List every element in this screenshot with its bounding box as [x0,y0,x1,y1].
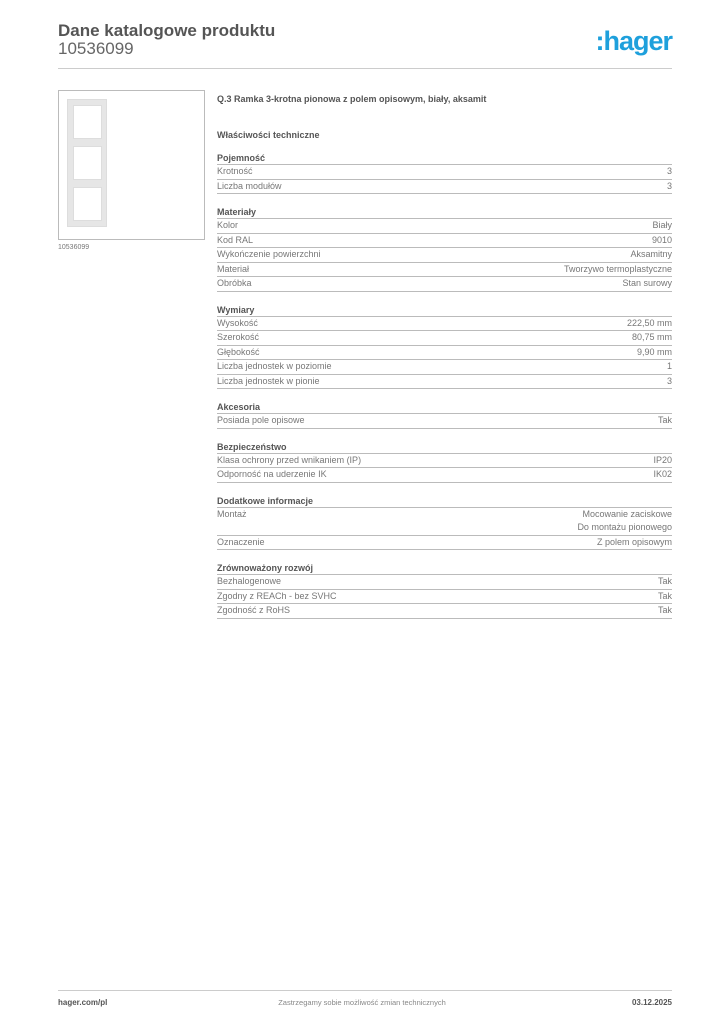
property-label: Wykończenie powierzchni [217,249,321,259]
property-label: Kod RAL [217,234,254,245]
property-row [217,575,672,590]
property-value: Tak [657,415,672,425]
property-label: Odporność na uderzenie IK [217,469,327,479]
property-value: 80,75 mm [631,332,672,342]
section-heading: Dodatkowe informacje [217,495,672,508]
header-divider [58,68,672,69]
property-label: Posiada pole opisowe [217,415,305,425]
section-0 [217,152,672,194]
image-caption: 10536099 [58,244,90,251]
property-value: Tak [657,605,672,615]
property-label: Głębokość [217,346,260,357]
property-row [217,263,672,278]
property-value: Z polem opisowym [596,536,672,547]
property-value: 9010 [651,234,672,245]
section-5 [217,495,672,551]
section-1 [217,206,672,292]
property-row [217,604,672,619]
property-label: Liczba jednostek w pionie [217,375,320,386]
property-value: 3 [666,375,672,386]
property-value: Stan surowy [622,278,672,288]
properties-heading: Właściwości techniczne [217,130,320,140]
property-row [217,360,672,375]
product-code: 10536099 [58,39,134,58]
property-row [217,277,672,292]
section-4 [217,441,672,483]
property-row [217,508,672,536]
property-value: IP20 [653,454,672,465]
product-image [58,90,205,240]
property-label: Wysokość [217,317,258,328]
property-row [217,590,672,605]
property-row [217,317,672,332]
property-row [217,219,672,234]
property-label: Zgodny z REACh - bez SVHC [217,590,337,601]
property-label: Montaż [217,508,247,519]
property-row [217,248,672,263]
property-label: Kolor [217,220,239,230]
property-label: Bezhalogenowe [217,576,282,586]
frame-slot [73,105,102,139]
property-row [217,468,672,483]
property-value: IK02 [653,469,672,479]
section-heading: Pojemność [217,152,672,165]
footer-divider [58,990,672,991]
product-details [217,94,672,619]
footer-website[interactable]: hager.com/pl [58,998,108,1007]
property-row [217,165,672,180]
property-row [217,536,672,551]
frame-slot [73,146,102,180]
property-row [217,180,672,195]
property-value: Aksamitny [630,249,672,259]
frame-slot [73,187,102,221]
product-title: Q.3 Ramka 3-krotna pionowa z polem opisowym, biały, aksamit [217,94,487,104]
section-3 [217,401,672,429]
property-label: Klasa ochrony przed wnikaniem (IP) [217,454,362,465]
property-label: Liczba modułów [217,180,282,191]
property-row [217,346,672,361]
property-row [217,375,672,390]
property-label: Szerokość [217,332,260,342]
property-row [217,454,672,469]
section-heading: Materiały [217,206,672,219]
property-value: Tak [657,590,672,601]
hager-logo: :hager [595,26,672,56]
property-value: Tak [657,576,672,586]
property-value: 3 [666,180,672,191]
property-label: Liczba jednostek w poziomie [217,361,332,371]
property-value: 1 [666,361,672,371]
property-row [217,331,672,346]
property-row [217,234,672,249]
property-value: Mocowanie zaciskowe Do montażu pionowego [577,508,672,532]
property-sections [217,152,672,619]
property-label: Materiał [217,263,250,274]
page-title: Dane katalogowe produktu [58,21,276,40]
property-value: 9,90 mm [636,346,672,357]
property-value: Biały [652,220,672,230]
footer-date: 03.12.2025 [631,998,672,1007]
section-6 [217,562,672,619]
property-label: Krotność [217,166,253,176]
footer-disclaimer: Zastrzegamy sobie możliwość zmian technicznych [278,998,446,1007]
property-label: Obróbka [217,278,252,288]
section-heading: Bezpieczeństwo [217,441,672,454]
frame-illustration [67,99,107,227]
section-heading: Wymiary [217,304,672,317]
property-value: Tworzywo termoplastyczne [563,263,672,274]
property-label: Oznaczenie [217,536,265,547]
property-row [217,414,672,429]
property-value: 3 [666,166,672,176]
section-2 [217,304,672,390]
section-heading: Zrównoważony rozwój [217,562,672,575]
section-heading: Akcesoria [217,401,672,414]
property-label: Zgodność z RoHS [217,605,291,615]
property-value: 222,50 mm [626,317,672,328]
